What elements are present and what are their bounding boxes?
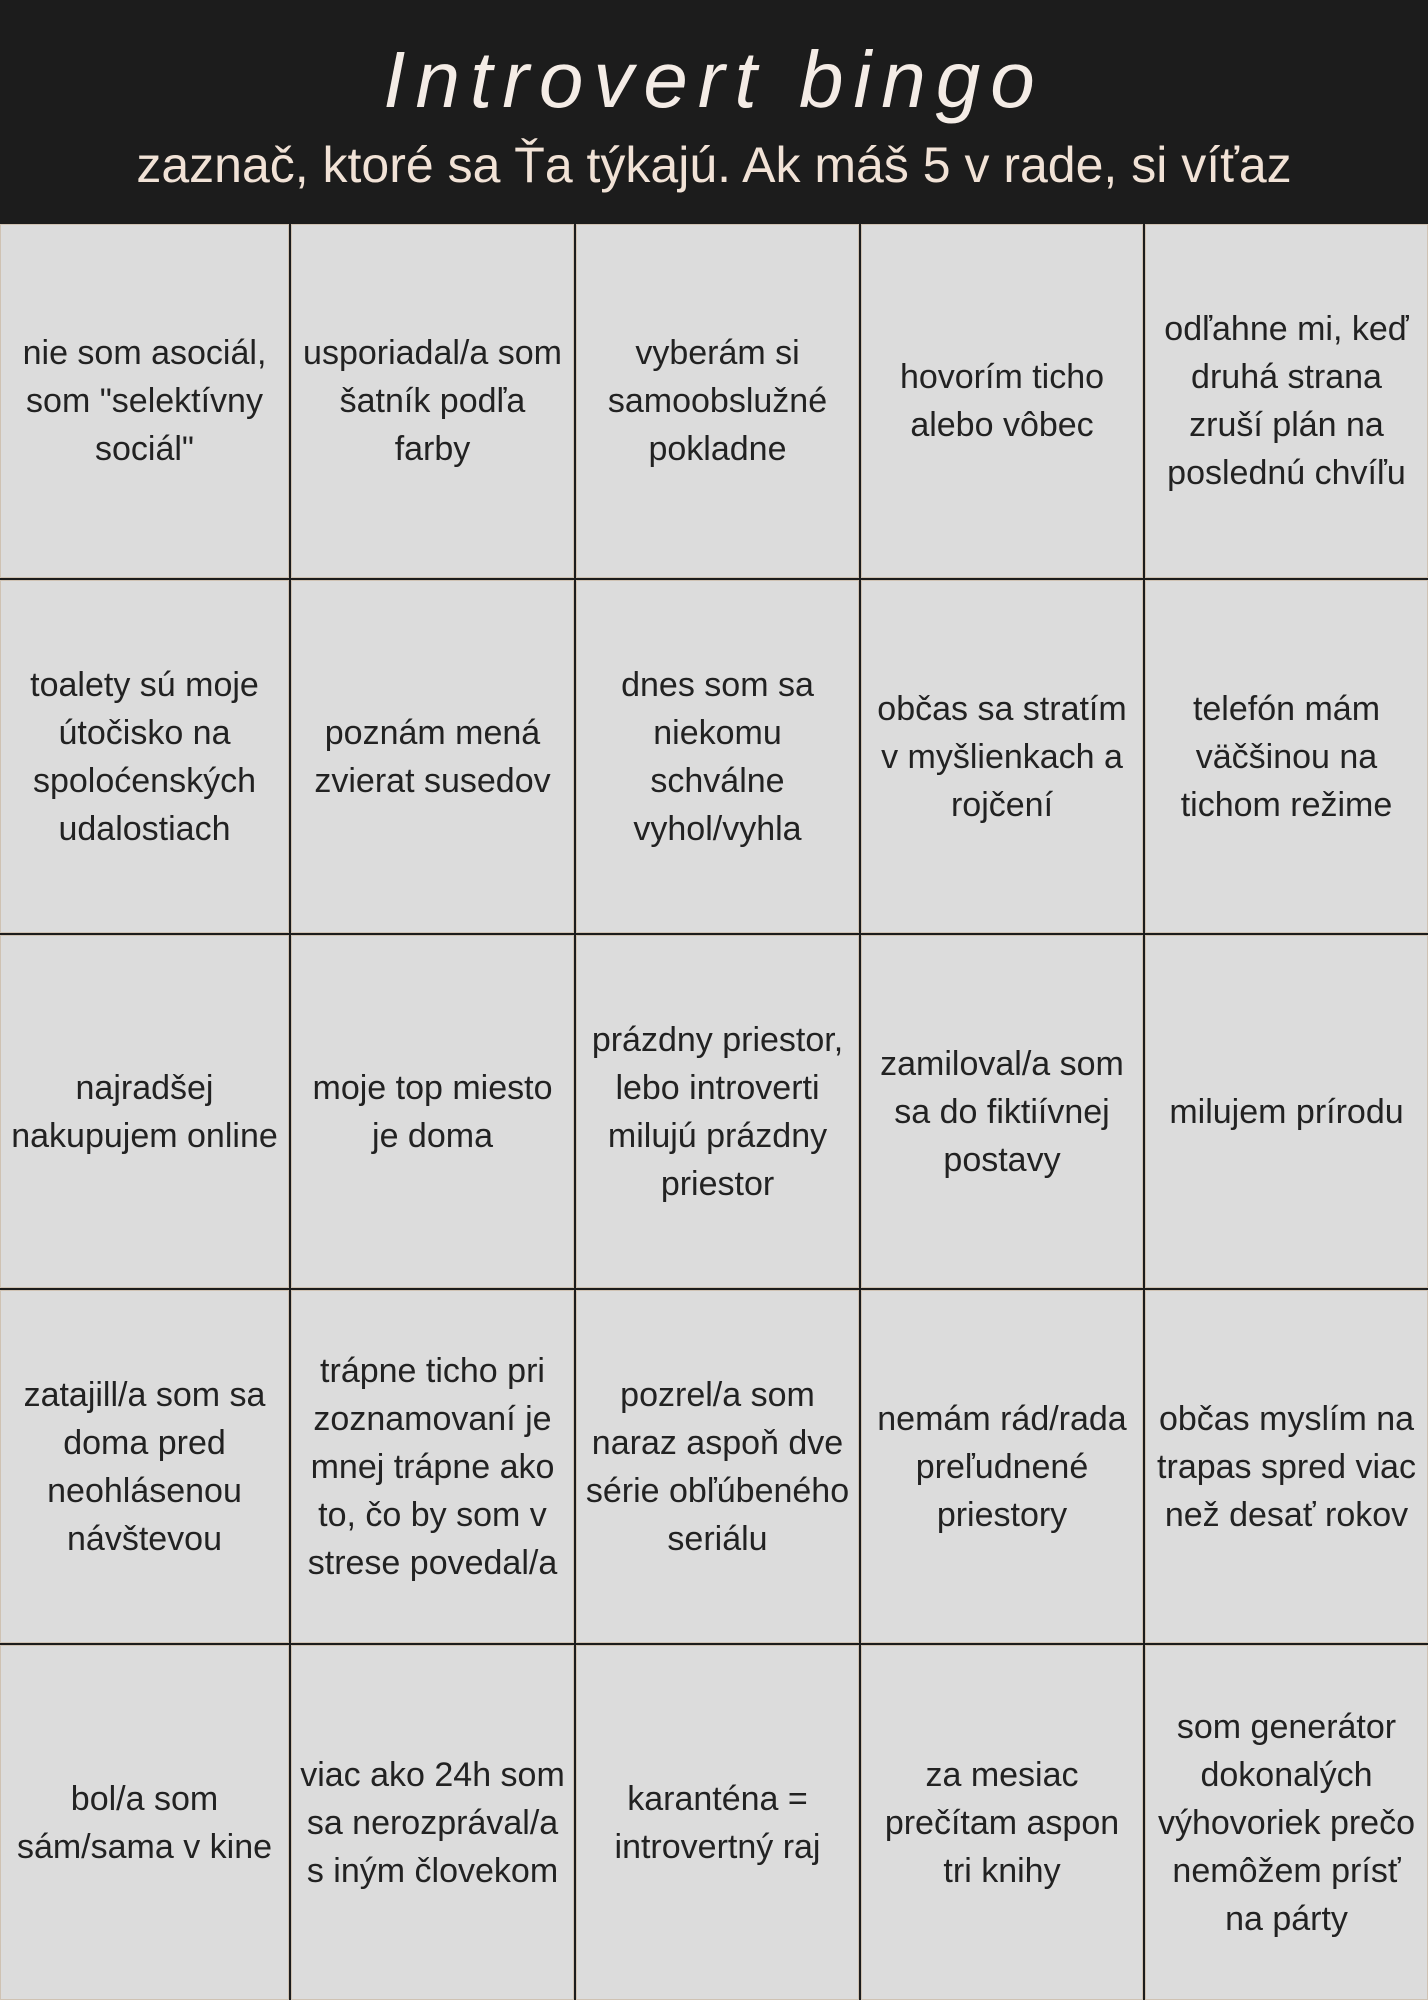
bingo-cell-text: nie som asociál, som "selektívny sociál": [22, 334, 267, 468]
bingo-cell-text: toalety sú moje útočisko na spoloćenských udalostiach: [30, 665, 259, 848]
bingo-cell-text: poznám mená zvierat susedov: [314, 713, 551, 800]
bingo-cell-text: prázdny priestor, lebo introverti milujú prázdny priestor: [591, 1020, 844, 1203]
bingo-cell-text: občas sa stratím v myšlienkach a rojčení: [877, 689, 1127, 824]
bingo-cell-r2-c1[interactable]: [0, 580, 289, 933]
bingo-cell-text: hovorím ticho alebo vôbec: [899, 358, 1105, 444]
bingo-cell-r4-c3[interactable]: [576, 1290, 859, 1643]
bingo-cell-text: viac ako 24h som sa nerozprával/a s iným človekom: [300, 1755, 565, 1890]
bingo-cell-r3-c4[interactable]: [861, 935, 1143, 1288]
bingo-cell-text: odľahne mi, keď druhá strana zruší plán na poslednú chvíľu: [1164, 310, 1409, 492]
page-title: Introvert bingo: [383, 35, 1045, 124]
bingo-cell-r4-c2[interactable]: [291, 1290, 574, 1643]
bingo-cell-text: vyberám si samoobslužné pokladne: [607, 334, 828, 468]
bingo-cell-text: karanténa = introvertný raj: [614, 1779, 821, 1866]
bingo-cell-r1-c5[interactable]: [1145, 224, 1428, 578]
bingo-cell-text: zamiloval/a som sa do fiktiívnej postavy: [880, 1044, 1124, 1179]
bingo-cell-r5-c3[interactable]: [576, 1645, 859, 2000]
bingo-cell-r3-c1[interactable]: [0, 935, 289, 1288]
bingo-cell-r5-c4[interactable]: [861, 1645, 1143, 2000]
bingo-cell-text: za mesiac prečítam aspon tri knihy: [884, 1755, 1120, 1890]
bingo-cell-text: zatajill/a som sa doma pred neohlásenou návštevou: [23, 1375, 266, 1558]
bingo-cell-r3-c5[interactable]: [1145, 935, 1428, 1288]
bingo-cell-r5-c1[interactable]: [0, 1645, 289, 2000]
bingo-cell-r4-c1[interactable]: [0, 1290, 289, 1643]
bingo-cell-text: telefón mám väčšinou na tichom režime: [1180, 689, 1393, 824]
bingo-cell-r4-c4[interactable]: [861, 1290, 1143, 1643]
bingo-cell-text: dnes som sa niekomu schválne vyhol/vyhla: [621, 665, 814, 848]
bingo-cell-r1-c2[interactable]: [291, 224, 574, 578]
bingo-cell-r1-c3[interactable]: [576, 224, 859, 578]
bingo-cell-text: moje top miesto je doma: [312, 1068, 553, 1155]
page-subtitle: zaznač, ktoré sa Ťa týkajú. Ak máš 5 v rade, si víťaz: [136, 137, 1292, 193]
header-banner: [0, 0, 1428, 224]
bingo-cell-r1-c4[interactable]: [861, 224, 1143, 578]
bingo-cell-r3-c3[interactable]: [576, 935, 859, 1288]
bingo-cell-text: trápne ticho pri zoznamovaní je mnej trápne ako to, čo by som v strese povedal/a: [307, 1351, 558, 1582]
bingo-cell-r2-c2[interactable]: [291, 580, 574, 933]
bingo-cell-r2-c3[interactable]: [576, 580, 859, 933]
bingo-cell-text: som generátor dokonalých výhovoriek prečo nemôžem prísť na párty: [1157, 1707, 1415, 1938]
bingo-grid: [0, 224, 1428, 2000]
bingo-cell-r4-c5[interactable]: [1145, 1290, 1428, 1643]
bingo-cell-r5-c5[interactable]: [1145, 1645, 1428, 2000]
bingo-cell-text: usporiadal/a som šatník podľa farby: [303, 334, 562, 468]
bingo-cell-text: občas myslím na trapas spred viac než desať rokov: [1157, 1399, 1416, 1534]
bingo-cell-r2-c4[interactable]: [861, 580, 1143, 933]
bingo-cell-r1-c1[interactable]: [0, 224, 289, 578]
bingo-cell-text: nemám rád/rada preľudnené priestory: [877, 1399, 1127, 1534]
bingo-cell-text: bol/a som sám/sama v kine: [16, 1779, 273, 1866]
bingo-cell-text: milujem prírodu: [1169, 1092, 1404, 1131]
bingo-cell-text: pozrel/a som naraz aspoň dve série obľúbeného seriálu: [585, 1375, 850, 1558]
bingo-cell-text: najradšej nakupujem online: [11, 1068, 278, 1155]
bingo-cell-r3-c2[interactable]: [291, 935, 574, 1288]
bingo-cell-r2-c5[interactable]: [1145, 580, 1428, 933]
bingo-cell-r5-c2[interactable]: [291, 1645, 574, 2000]
